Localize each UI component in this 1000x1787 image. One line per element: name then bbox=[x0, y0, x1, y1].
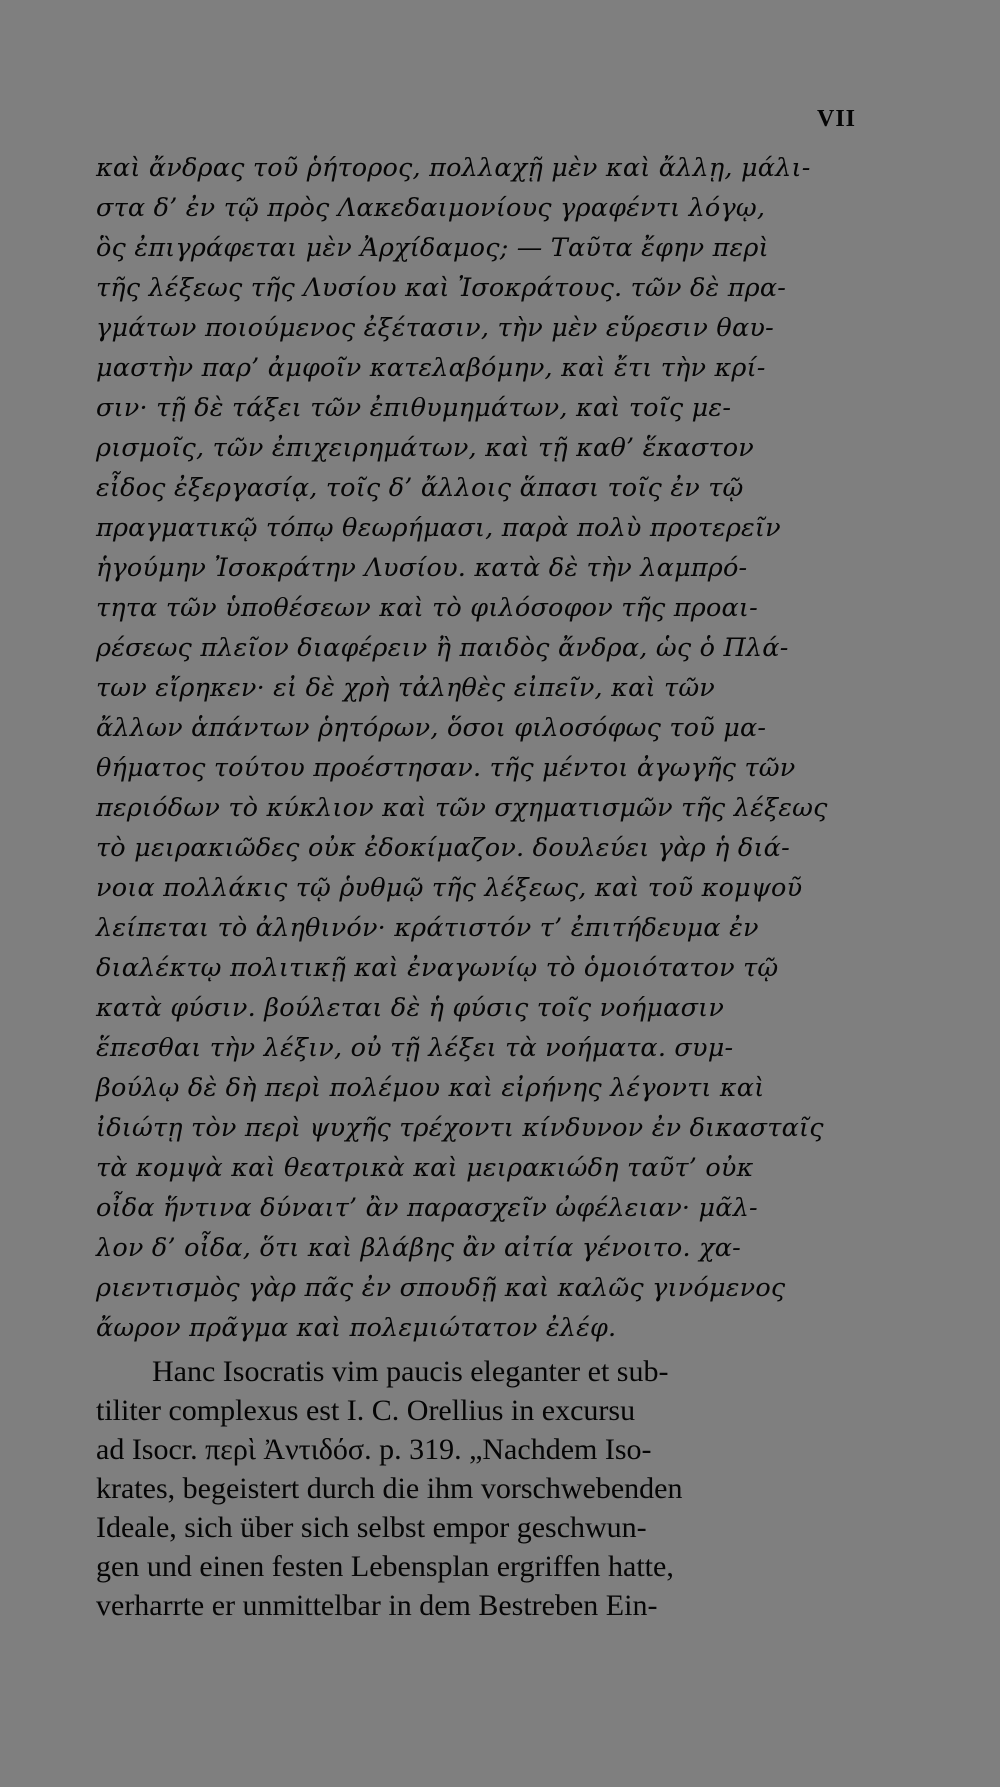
greek-line: λον δ’ οἶδα, ὅτι καὶ βλάβης ἂν αἰτία γένοιτο. χα- bbox=[96, 1233, 741, 1263]
greek-line: ρισμοῖς, τῶν ἐπιχειρημάτων, καὶ τῇ καθ’ ἕκαστον bbox=[96, 433, 755, 463]
latin-line: verharrte er unmittelbar in dem Bestreben Ein- bbox=[96, 1589, 658, 1622]
greek-line: πραγματικῷ τόπῳ θεωρήμασι, παρὰ πολὺ προτερεῖν bbox=[96, 513, 781, 543]
greek-line: τὰ κομψὰ καὶ θεατρικὰ καὶ μειρακιώδη ταῦτ’ οὐκ bbox=[96, 1153, 754, 1183]
greek-line: ὃς ἐπιγράφεται μὲν Ἀρχίδαμος; — Ταῦτα ἔφην περὶ bbox=[96, 233, 769, 263]
latin-line: gen und einen festen Lebensplan ergriffen hatte, bbox=[96, 1550, 674, 1583]
greek-line: κατὰ φύσιν. βούλεται δὲ ἡ φύσις τοῖς νοήμασιν bbox=[96, 993, 725, 1023]
greek-line: ἰδιώτῃ τὸν περὶ ψυχῆς τρέχοντι κίνδυνον ἐν δικασταῖς bbox=[96, 1113, 824, 1143]
greek-line: ἄωρον πρᾶγμα καὶ πολεμιώτατον ἐλέφ. bbox=[96, 1313, 617, 1343]
greek-quotation bbox=[96, 148, 866, 1348]
greek-line: ἄλλων ἁπάντων ῥητόρων, ὅσοι φιλοσόφως τοῦ μα- bbox=[96, 713, 767, 743]
latin-line: tiliter complexus est I. C. Orellius in excursu bbox=[96, 1394, 636, 1427]
latin-paragraph bbox=[96, 1352, 866, 1625]
greek-line: βούλῳ δὲ δὴ περὶ πολέμου καὶ εἰρήνης λέγοντι καὶ bbox=[96, 1073, 765, 1103]
greek-line: περιόδων τὸ κύκλιον καὶ τῶν σχηματισμῶν τῆς λέξεως bbox=[96, 793, 828, 823]
greek-line: εἶδος ἐξεργασίᾳ, τοῖς δ’ ἄλλοις ἅπασι τοῖς ἐν τῷ bbox=[96, 473, 744, 503]
greek-line: των εἴρηκεν· εἰ δὲ χρὴ τἀληθὲς εἰπεῖν, καὶ τῶν bbox=[96, 673, 716, 703]
greek-line: διαλέκτῳ πολιτικῇ καὶ ἐναγωνίῳ τὸ ὁμοιότατον τῷ bbox=[96, 953, 779, 983]
body-text bbox=[96, 148, 866, 1625]
greek-line: ρέσεως πλεῖον διαφέρειν ἢ παιδὸς ἄνδρα, ὡς ὁ Πλά- bbox=[96, 633, 789, 663]
latin-line: ad Isocr. περὶ Ἀντιδόσ. p. 319. „Nachdem Iso- bbox=[96, 1433, 652, 1466]
greek-line: καὶ ἄνδρας τοῦ ῥήτορος, πολλαχῇ μὲν καὶ ἄλλῃ, μάλι- bbox=[96, 153, 811, 183]
greek-line: ριεντισμὸς γὰρ πᾶς ἐν σπουδῇ καὶ καλῶς γινόμενος bbox=[96, 1273, 786, 1303]
greek-line: ἕπεσθαι τὴν λέξιν, οὐ τῇ λέξει τὰ νοήματα. συμ- bbox=[96, 1033, 734, 1063]
greek-line: τῆς λέξεως τῆς Λυσίου καὶ Ἰσοκράτους. τῶν δὲ πρα- bbox=[96, 273, 787, 303]
greek-line: μαστὴν παρ’ ἀμφοῖν κατελαβόμην, καὶ ἔτι τὴν κρί- bbox=[96, 353, 766, 383]
greek-line: γμάτων ποιούμενος ἐξέτασιν, τὴν μὲν εὕρεσιν θαυ- bbox=[96, 313, 774, 343]
greek-line: λείπεται τὸ ἀληθινόν· κράτιστόν τ’ ἐπιτήδευμα ἐν bbox=[96, 913, 759, 943]
latin-line: krates, begeistert durch die ihm vorschwebenden bbox=[96, 1472, 683, 1505]
greek-line: ἡγούμην Ἰσοκράτην Λυσίου. κατὰ δὲ τὴν λαμπρό- bbox=[96, 553, 748, 583]
greek-line: θήματος τούτου προέστησαν. τῆς μέντοι ἀγωγῆς τῶν bbox=[96, 753, 796, 783]
latin-line: Hanc Isocratis vim paucis eleganter et sub- bbox=[152, 1355, 669, 1388]
greek-line: στα δ’ ἐν τῷ πρὸς Λακεδαιμονίους γραφέντι λόγῳ, bbox=[96, 193, 766, 223]
greek-line: νοια πολλάκις τῷ ῥυθμῷ τῆς λέξεως, καὶ τοῦ κομψοῦ bbox=[96, 873, 803, 903]
greek-line: τὸ μειρακιῶδες οὐκ ἐδοκίμαζον. δουλεύει γὰρ ἡ διά- bbox=[96, 833, 790, 863]
page-number: VII bbox=[816, 106, 856, 132]
latin-line: Ideale, sich über sich selbst empor geschwun- bbox=[96, 1511, 647, 1544]
greek-line: σιν· τῇ δὲ τάξει τῶν ἐπιθυμημάτων, καὶ τοῖς με- bbox=[96, 393, 732, 423]
greek-line: οἶδα ἥντινα δύναιτ’ ἂν παρασχεῖν ὠφέλειαν· μᾶλ- bbox=[96, 1193, 758, 1223]
greek-line: τητα τῶν ὑποθέσεων καὶ τὸ φιλόσοφον τῆς προαι- bbox=[96, 593, 758, 623]
